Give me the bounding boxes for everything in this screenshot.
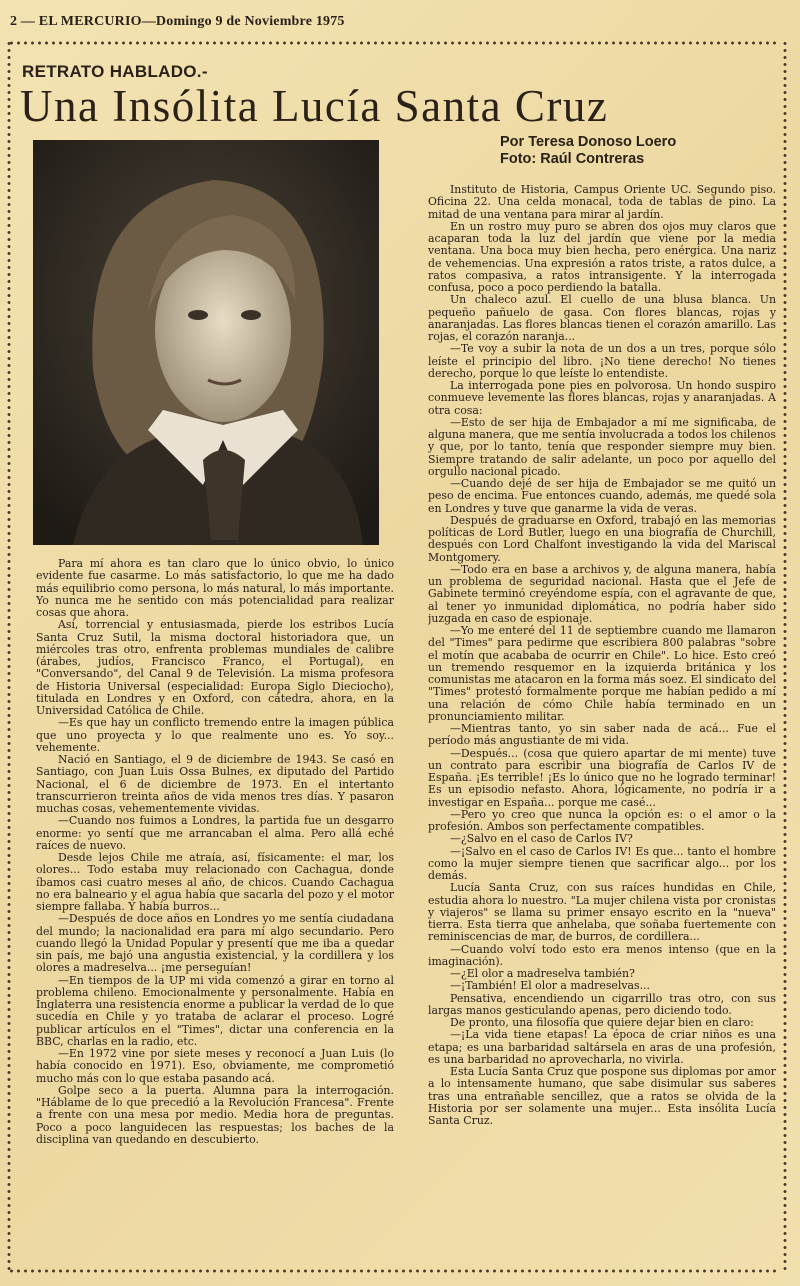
article-paragraph: —¿El olor a madreselva también?: [450, 967, 635, 980]
article-paragraph: —¡Salvo en el caso de Carlos IV! Es que... tanto el hombre como la mujer siempre tienen que sacrificar algo... por los demás.: [428, 844, 776, 882]
article-paragraph: De pronto, una filosofía que quiere dejar bien en claro:: [450, 1016, 754, 1029]
article-paragraph: Esta Lucía Santa Cruz que pospone sus diplomas por amor a lo intensamente humano, que sabe disimular sus saberes tras una entrañable sencillez, que a ratos se olvida de la Historia por ser solamente una mujer... Esta insólita Lucía Santa Cruz.: [428, 1065, 776, 1127]
article-paragraph: En un rostro muy puro se abren dos ojos muy claros que acaparan toda la luz del jardín que viene por la media ventana. Una boca muy bien hecha, pero enérgica. Una nariz de vehemencias. Una expresión a ratos triste, a ratos dulce, a ratos compasiva, a ratos intransigente. Y la interrogada confusa, poco a poco perdiendo la batalla.: [428, 219, 776, 294]
article-paragraph: Nació en Santiago, el 9 de diciembre de 1943. Se casó en Santiago, con Juan Luis Ossa Bulnes, ex diputado del Partido Nacional, el 6 de diciembre de 1973. En el intertanto transcurrieron treinta años de vida menos tres días. Y pasaron muchas cosas, vehementemente vividas.: [36, 753, 394, 815]
article-paragraph: Para mí ahora es tan claro que lo único obvio, lo único evidente fue casarme. Lo más satisfactorio, lo que me ha dado más equilibrio como persona, lo más natural, lo más importante. Yo nunca me he sentido con más potencialidad para realizar cosas que ahora.: [36, 558, 394, 619]
article-paragraph: —Pero yo creo que nunca la opción es: o el amor o la profesión. Ambos son perfectamente compatibles.: [428, 807, 776, 833]
article-paragraph: —Mientras tanto, yo sin saber nada de acá... Fue el período más angustiante de mi vida.: [428, 722, 776, 748]
article-paragraph: —Cuando nos fuimos a Londres, la partida fue un desgarro enorme: yo sentí que me arrancaban el alma. Pero allá eché raíces de nuevo.: [36, 814, 394, 852]
left-article-column: [36, 558, 394, 1264]
section-kicker: RETRATO HABLADO.-: [22, 62, 208, 81]
article-paragraph: Después de graduarse en Oxford, trabajó en las memorias políticas de Lord Butler, luego en una biografía de Churchill, después con Lord Chalfont investigando la vida del Mariscal Montgomery.: [428, 513, 776, 564]
author-credit: Por Teresa Donoso Loero: [500, 134, 677, 150]
article-paragraph: —¡La vida tiene etapas! La época de criar niños es una etapa; es una barbaridad saltársela en aras de una profesión, es una barbaridad no aprovecharla, no vivirla.: [428, 1028, 776, 1066]
right-dotted-border: [782, 40, 788, 1272]
article-paragraph: Un chaleco azul. El cuello de una blusa blanca. Un pequeño pañuelo de gasa. Con flores blancas, rojas y anaranjadas. Las flores blancas tienen el corazón amarillo. Las rojas, el corazón naranja...: [428, 293, 776, 343]
article-paragraph: —Todo era en base a archivos y, de alguna manera, había un problema de seguridad nacional. Hasta que el Jefe de Gabinete terminó creyéndome espía, con el agravante de que, al tener yo inmunidad diplomática, no podría haber sido juzgada en caso de espionaje.: [428, 562, 776, 625]
article-paragraph: —En tiempos de la UP mi vida comenzó a girar en torno al problema chileno. Emocionalmente y personalmente. Había en Inglaterra una resistencia enorme a publicar la verdad de lo que sucedía en Chile y yo trataba de aclarar el proceso. Logré publicar artículos en el "Times", dictar una conferencia en la BBC, charlas en la radio, etc.: [36, 973, 394, 1048]
headline: Una Insólita Lucía Santa Cruz: [20, 81, 609, 131]
article-paragraph: —En 1972 vine por siete meses y reconocí a Juan Luis (lo había conocido en 1971). Eso, obviamente, me comprometió mucho más con lo que estaba pasando acá.: [36, 1047, 394, 1085]
article-paragraph: —Esto de ser hija de Embajador a mí me significaba, de alguna manera, que me sentía involucrada a todos los chilenos y que, por lo tanto, tenía que responder siempre muy bien. Siempre tratando de salir adelante, un poco por aquello del orgullo nacional picado.: [428, 415, 776, 478]
byline: [500, 134, 676, 168]
photo-credit: Foto: Raúl Contreras: [500, 151, 645, 167]
article-paragraph: —Yo me enteré del 11 de septiembre cuando me llamaron del "Times" para pedirme que escribiera 800 palabras "sobre el motín que acababa de ocurrir en Chile". Lo hice. Esto creó un tremendo resquemor en la izquierda británica y los comunistas me atacaron en la forma más soez. El sindicato del "Times" protestó formalmente porque me habían pedido a mí una relación de cómo Chile había terminado en un pronunciamiento militar.: [428, 624, 776, 723]
article-paragraph: —Es que hay un conflicto tremendo entre la imagen pública que uno proyecta y lo que realmente uno es. Yo soy... vehemente.: [36, 716, 394, 754]
article-paragraph: —¿Salvo en el caso de Carlos IV?: [450, 832, 633, 846]
article-paragraph: —Te voy a subir la nota de un dos a un tres, porque sólo leíste el principio del libro. ¡No tiene derecho! No tienes derecho, porque lo que leíste lo entendiste.: [428, 342, 776, 380]
article-paragraph: —¡También! El olor a madreselvas...: [450, 979, 650, 993]
article-paragraph: Instituto de Historia, Campus Oriente UC. Segundo piso. Oficina 22. Una celda monacal, toda de tablas de pino. La mitad de una ventana para mirar al jardín.: [428, 184, 776, 221]
article-paragraph: Pensativa, encendiendo un cigarrillo tras otro, con sus largas manos gesticulando apenas, pero diciendo todo.: [428, 991, 776, 1017]
article-paragraph: Así, torrencial y entusiasmada, pierde los estribos Lucía Santa Cruz Sutil, la misma doctoral historiadora que, un miércoles tras otro, enfrenta problemas mundiales de calibre (árabes, judíos, Francisco Franco, el Portugal), en "Conversando", del Canal 9 de Televisión. La misma profesora de Historia Universal (especialidad: Europa Siglo Dieciocho), titulada en Londres y en Oxford, con cátedra, ahora, en la Universidad Católica de Chile.: [36, 618, 394, 717]
left-dotted-border: [6, 40, 12, 1272]
right-article-column: [428, 184, 776, 1260]
article-paragraph: —Después... (cosa que quiero apartar de mi mente) tuve un contrato para escribir una biografía de Carlos IV de España. ¡Es terrible! ¡Es lo único que no he logrado terminar! Es un episodio nefasto. Ahora, lógicamente, no podría ir a investigar en España... porque me casé...: [428, 746, 776, 809]
masthead: 2 — EL MERCURIO—Domingo 9 de Noviembre 1975: [10, 14, 345, 29]
article-paragraph: Lucía Santa Cruz, con sus raíces hundidas en Chile, estudia ahora lo nuestro. "La mujer chilena vista por cronistas y viajeros" se llama su primer ensayo escrito en la "nueva" tierra. Esta tierra que anhelaba, que soñaba fuertemente con reminiscencias de mar, de burros, de cordillera...: [428, 881, 776, 944]
article-paragraph: La interrogada pone pies en polvorosa. Un hondo suspiro conmueve levemente las flores blancas, rojas y anaranjadas. A otra cosa:: [428, 379, 776, 417]
article-paragraph: —Cuando dejé de ser hija de Embajador se me quitó un peso de encima. Fue entonces cuando, además, me quedé sola en Londres y tuve que ganarme la vida de veras.: [428, 477, 776, 515]
article-paragraph: Golpe seco a la puerta. Alumna para la interrogación. "Háblame de lo que precedió a la Revolución Francesa". Frente a frente con una mesa por medio. Media hora de preguntas. Poco a poco languidecen las respuestas; los baches de la disciplina van quedando en descubierto.: [36, 1083, 394, 1146]
article-paragraph: —Cuando volví todo esto era menos intenso (que en la imaginación).: [428, 942, 776, 968]
bottom-dotted-border: [8, 1268, 780, 1274]
top-dotted-border: [8, 40, 780, 46]
portrait-photo: [33, 140, 379, 545]
article-paragraph: —Después de doce años en Londres yo me sentía ciudadana del mundo; la nacionalidad era para mí algo secundario. Pero cuando llegó la Unidad Popular y presentí que me iba a quedar sin país, me bajó una angustia existencial, y la cordillera y los olores a madreselva... ¡me perseguían!: [36, 912, 394, 975]
article-paragraph: Desde lejos Chile me atraía, así, físicamente: el mar, los olores... Todo estaba muy relacionado con Cachagua, donde íbamos casi cuatro meses al año, de chicos. Cuando Cachagua no era balneario y el agua había que sacarla del pozo y el motor siempre fallaba. Y había burros...: [36, 851, 394, 913]
